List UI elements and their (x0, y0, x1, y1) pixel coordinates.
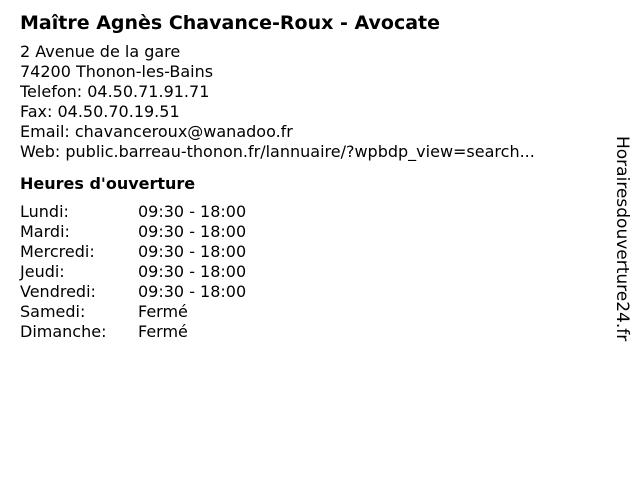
hours-heading: Heures d'ouverture (20, 174, 196, 193)
hours-row-dimanche (20, 322, 600, 342)
brand-watermark: Horairesdouverture24.fr (612, 136, 632, 342)
hours-table (20, 202, 600, 342)
day-label: Dimanche: (20, 322, 107, 341)
day-hours: 09:30 - 18:00 (138, 202, 247, 221)
day-label: Mardi: (20, 222, 70, 241)
day-label: Vendredi: (20, 282, 96, 301)
address-street: 2 Avenue de la gare (20, 42, 181, 61)
address-city: 74200 Thonon-les-Bains (20, 62, 214, 81)
hours-row-jeudi (20, 262, 600, 282)
web-line: Web: public.barreau-thonon.fr/lannuaire/?wpbdp_view=search... (20, 142, 535, 161)
hours-row-vendredi (20, 282, 600, 302)
day-hours: 09:30 - 18:00 (138, 242, 247, 261)
day-label: Samedi: (20, 302, 86, 321)
day-hours: Fermé (138, 322, 188, 341)
business-card (20, 10, 600, 342)
hours-row-mardi (20, 222, 600, 242)
day-label: Mercredi: (20, 242, 95, 261)
email-line: Email: chavanceroux@wanadoo.fr (20, 122, 293, 141)
hours-row-lundi (20, 202, 600, 222)
day-hours: 09:30 - 18:00 (138, 282, 247, 301)
day-label: Lundi: (20, 202, 69, 221)
day-hours: 09:30 - 18:00 (138, 262, 247, 281)
hours-row-samedi (20, 302, 600, 322)
day-label: Jeudi: (20, 262, 65, 281)
address-block (20, 42, 600, 162)
day-hours: 09:30 - 18:00 (138, 222, 247, 241)
business-title: Maître Agnès Chavance-Roux - Avocate (20, 12, 440, 34)
phone-line: Telefon: 04.50.71.91.71 (20, 82, 210, 101)
day-hours: Fermé (138, 302, 188, 321)
fax-line: Fax: 04.50.70.19.51 (20, 102, 180, 121)
hours-row-mercredi (20, 242, 600, 262)
